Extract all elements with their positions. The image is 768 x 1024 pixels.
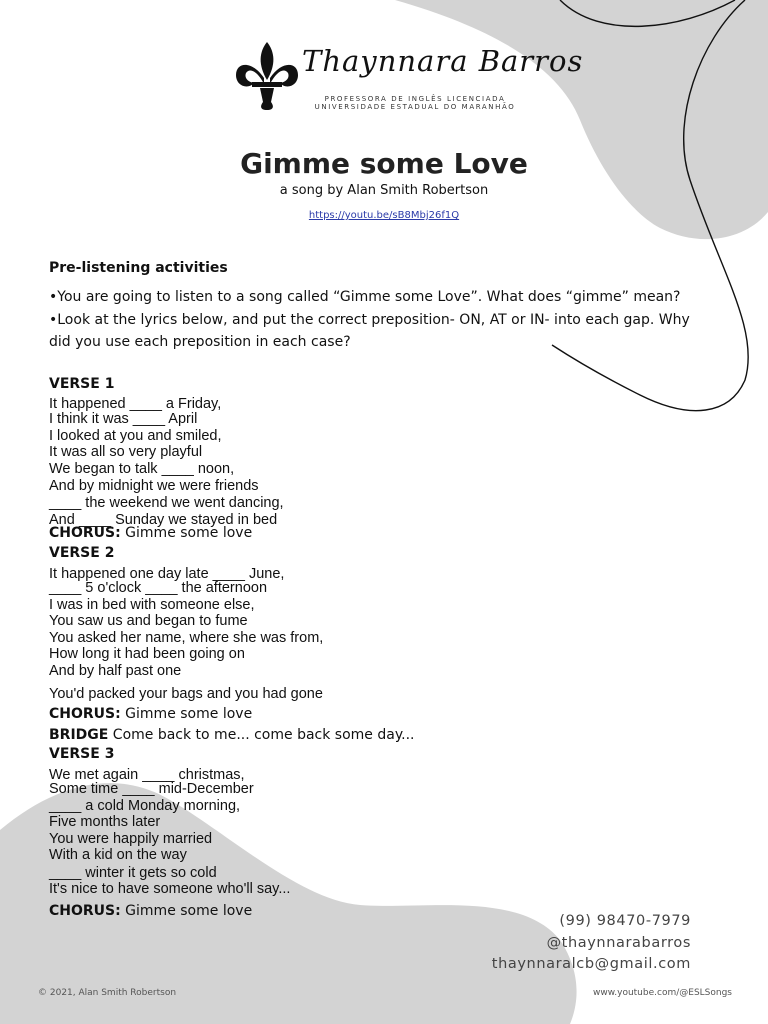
lyric-line: We began to talk ____ noon,	[49, 461, 235, 477]
lyric-line: You asked her name, where she was from,	[49, 630, 324, 646]
lyric-line: I was in bed with someone else,	[49, 597, 255, 613]
chorus-text: Gimme some love	[120, 706, 253, 722]
chorus-line	[49, 525, 252, 541]
pre-listening-question-1: •You are going to listen to a song called “Gimme some Love”. What does “gimme” mean?	[49, 289, 681, 305]
verse-1-heading: VERSE 1	[49, 376, 115, 392]
lyric-line: We met again ____ christmas,	[49, 767, 245, 783]
lyric-line: Some time ____ mid-December	[49, 781, 254, 797]
chorus-label: CHORUS:	[49, 525, 121, 541]
verse-2-heading: VERSE 2	[49, 545, 115, 561]
lyric-line: With a kid on the way	[49, 847, 187, 863]
pre-listening-question-2-cont: did you use each preposition in each case?	[49, 334, 351, 350]
chorus-label: CHORUS:	[49, 903, 121, 919]
lyric-line: And ____ Sunday we stayed in bed	[49, 512, 278, 528]
lyric-line: Five months later	[49, 814, 161, 830]
chorus-label: CHORUS:	[49, 706, 121, 722]
verse-3-heading: VERSE 3	[49, 746, 115, 762]
lyric-line: How long it had been going on	[49, 646, 245, 662]
bridge-line	[49, 727, 414, 743]
lyric-line: ____ winter it gets so cold	[49, 865, 217, 881]
pre-listening-heading: Pre-listening activities	[49, 260, 228, 276]
brand-subtitle-1: PROFESSORA DE INGLÊS LICENCIADA	[324, 95, 506, 103]
top-right-grey-blob	[395, 0, 768, 239]
bridge-label: BRIDGE	[49, 727, 109, 743]
chorus-text: Gimme some love	[120, 525, 253, 541]
lyric-line: ____ the weekend we went dancing,	[49, 495, 284, 511]
lyric-line: You were happily married	[49, 831, 213, 847]
website-link[interactable]: www.youtube.com/@ESLSongs	[593, 988, 732, 998]
contact-email[interactable]: thaynnaralcb@gmail.com	[491, 956, 691, 972]
copyright-notice: © 2021, Alan Smith Robertson	[38, 988, 177, 998]
chorus-line	[49, 706, 252, 722]
bridge-text: Come back to me... come back some day...	[108, 727, 415, 743]
chorus-line	[49, 903, 252, 919]
chorus-text: Gimme some love	[120, 903, 253, 919]
lyric-line: ____ a cold Monday morning,	[49, 798, 241, 814]
lyric-line: ____ 5 o'clock ____ the afternoon	[49, 580, 268, 596]
lyric-line: It's nice to have someone who'll say...	[49, 881, 291, 897]
contact-instagram[interactable]: @thaynnarabarros	[546, 935, 691, 951]
lyric-line: You'd packed your bags and you had gone	[49, 686, 323, 702]
song-credit: a song by Alan Smith Robertson	[279, 183, 489, 198]
pre-listening-question-2: •Look at the lyrics below, and put the correct preposition- ON, AT or IN- into each gap. Why	[49, 312, 690, 328]
youtube-link[interactable]: https://youtu.be/sB8Mbj26f1Q	[308, 210, 460, 221]
contact-phone: (99) 98470-7979	[559, 913, 691, 929]
brand-name: Thaynnara Barros	[302, 44, 584, 78]
lyric-line: And by midnight we were friends	[49, 478, 259, 494]
lyric-line: And by half past one	[49, 663, 182, 679]
lyric-line: It happened one day late ____ June,	[49, 566, 285, 582]
lyric-line: I looked at you and smiled,	[49, 428, 222, 444]
lyric-line: You saw us and began to fume	[49, 613, 248, 629]
brand-subtitle-2: UNIVERSIDADE ESTADUAL DO MARANHÃO	[314, 103, 516, 111]
lyric-line: I think it was ____ April	[49, 411, 198, 427]
page-title: Gimme some Love	[240, 147, 528, 180]
lyric-line: It was all so very playful	[49, 444, 203, 460]
lyric-line: It happened ____ a Friday,	[49, 396, 222, 412]
